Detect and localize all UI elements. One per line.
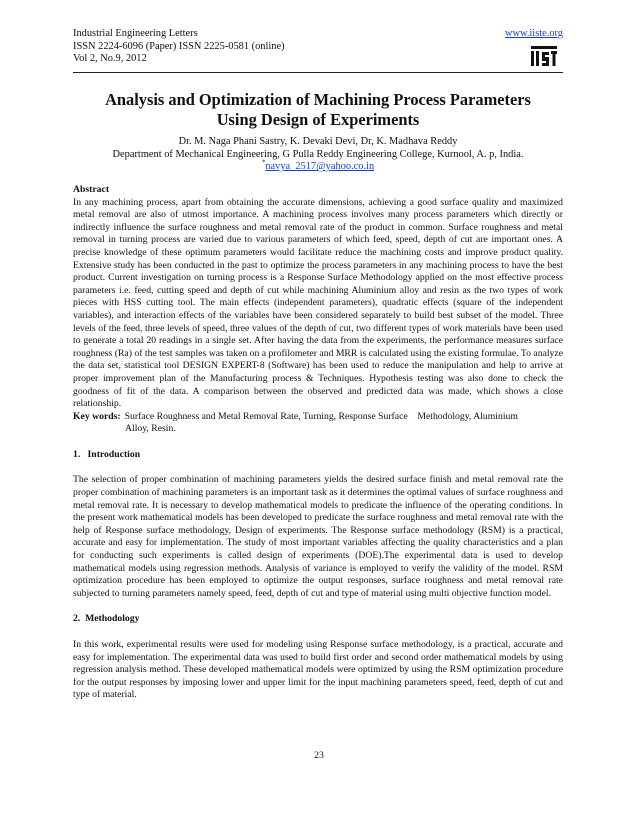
keywords-line-2: Alloy, Resin.: [125, 423, 176, 435]
author-email-link[interactable]: navya_2517@yahoo.co.in: [265, 161, 375, 173]
author-block: [60, 136, 576, 174]
journal-url-link[interactable]: www.iiste.org: [504, 28, 563, 39]
title-line-2: Using Design of Experiments: [216, 109, 420, 129]
abstract-heading: Abstract: [73, 184, 110, 195]
running-header: [73, 28, 563, 66]
section-text-introduction: The selection of proper combination of machining parameters yields the desired surface finish and metal removal rate the proper combination of machining parameters is an important task as it determines the optimal values of surface roughness and metal removal rate. It is necessary to develop mathematical models to predicate the influence of the operating conditions. In the present work mathematical models has been developed to predicate the surface roughness and metal removal rate with the help of Response surface methodology, Design of experiments. The Response surface methodology (RSM) is a practical, accurate and easy for implementation. The study of most important variables affecting the quality characteristics and a plan for conducting such experiments is called design of experiments (DOE).The experimental data is used to develop mathematical models using regression methods. Analysis of variance is employed to verify the validity of the model. RSM optimization procedure has been employed to optimize the output responses, surface roughness and metal removal rate subjected to turning parameters namely speed, feed, depth of cut and type of material using multi objective function model.: [73, 474, 563, 599]
section-heading-methodology: 2. Methodology: [73, 613, 140, 625]
volume-line: Vol 2, No.9, 2012: [73, 53, 147, 65]
iiste-logo-icon: [529, 44, 559, 68]
keywords: [73, 411, 563, 424]
page-number: 23: [314, 750, 324, 761]
journal-name: Industrial Engineering Letters: [73, 28, 198, 39]
author-email-line: [60, 158, 576, 174]
author-names: Dr. M. Naga Phani Sastry, K. Devaki Devi, Dr, K. Madhava Reddy: [178, 136, 458, 147]
title-line-1: Analysis and Optimization of Machining Process Parameters: [105, 90, 531, 109]
abstract-text: In any machining process, apart from obtaining the accurate dimensions, achieving a good surface quality and maximized metal removal are also of utmost importance. A machining process involves many process parameters which directly or indirectly influence the surface roughness and metal removal rate of the product in common. Surface roughness and metal removal in turning process are varied due to various parameters of which feed, speed, depth of cut are important ones. A precise knowledge of these optimum parameters would facilitate reduce the machining costs and improve product quality. Extensive study has been conducted in the past to optimize the process parameters in any machining process to have the best product. Current investigation on turning process is a Response Surface Methodology applied on the most effective process parameters i.e. feed, cutting speed and depth of cut while machining Aluminium alloy and resin as the two types of work pieces with HSS cutting tool. The main effects (independent parameters), quadratic effects (square of the independent variables), and interaction effects of the variables have been considered separately to build best subset of the model. Three levels of the feed, three levels of speed, three values of the depth of cut, two different types of work materials have been used to generate a total 20 readings in a single set. After having the data from the experiments, the performance measures surface roughness (Ra) of the test samples was taken on a profilometer and MRR is calculated using the existing formulae. To analyze the data set, statistical tool DESIGN EXPERT-8 (Software) has been used to reduce the manipulation and help to arrive at proper improvement plan of the Manufacturing process & Techniques. Hypothesis testing was also done to check the goodness of fit of the data. A comparison between the observed and predicted data was made, which shows a close relationship.: [73, 196, 563, 410]
section-heading-introduction: 1. Introduction: [73, 448, 141, 460]
paper-body: [73, 184, 563, 702]
keywords-label: Key words:: [73, 410, 121, 422]
section-text-methodology: In this work, experimental results were used for modeling using Response surface methodology, is a practical, accurate and easy for implementation. The experimental data was used to build first order and second order mathematical models by using regression analysis method. These developed mathematical models were optimized by using the RSM optimization procedure for the output responses by imposing lower and upper limit for the input machining parameters speed, feed, depth of cut and type of material.: [73, 639, 563, 701]
issn-line: ISSN 2224-6096 (Paper) ISSN 2225-0581 (online): [73, 40, 285, 52]
email-mark: *: [261, 158, 266, 167]
paper-title: [73, 90, 563, 129]
header-rule: [73, 72, 563, 73]
author-affiliation: Department of Mechanical Engineering, G Pulla Reddy Engineering College, Kurnool, A. p, India.: [112, 148, 524, 160]
keywords-line-1: Surface Roughness and Metal Removal Rate, Turning, Response Surface Methodology, Aluminium: [124, 410, 518, 422]
